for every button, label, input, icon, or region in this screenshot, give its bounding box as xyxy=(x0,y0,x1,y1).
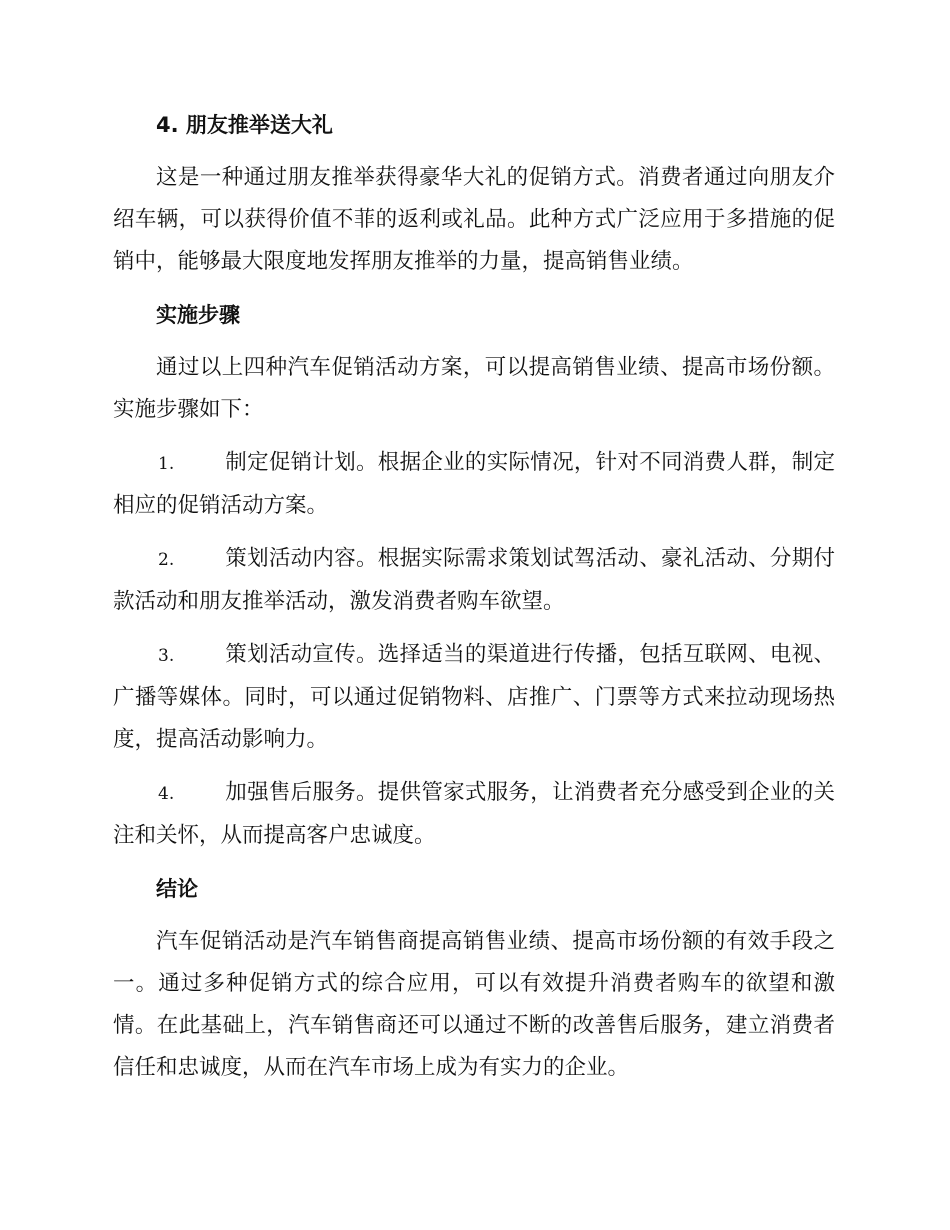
step-item-3 xyxy=(113,634,835,761)
step-text: 加强售后服务。提供管家式服务，让消费者充分感受到企业的关注和关怀，从而提高客户忠诚度。 xyxy=(113,780,835,848)
step-text: 策划活动内容。根据实际需求策划试驾活动、豪礼活动、分期付款活动和朋友推举活动，激发消费者购车欲望。 xyxy=(113,546,835,614)
section-heading-friend-referral: 4. 朋友推举送大礼 xyxy=(156,113,333,137)
section-heading-conclusion: 结论 xyxy=(156,877,198,901)
step-number: 1. xyxy=(158,454,175,474)
step-number: 4. xyxy=(158,784,175,804)
document-page xyxy=(113,104,835,1100)
step-number: 3. xyxy=(158,646,175,666)
section-heading-implementation-steps: 实施步骤 xyxy=(156,303,240,327)
step-item-4 xyxy=(113,772,835,857)
conclusion-paragraph: 汽车促销活动是汽车销售商提高销售业绩、提高市场份额的有效手段之一。通过多种促销方式的综合应用，可以有效提升消费者购车的欲望和激情。在此基础上，汽车销售商还可以通过不断的改善售后服务，建立消费者信任和忠诚度，从而在汽车市场上成为有实力的企业。 xyxy=(113,929,835,1080)
step-item-1 xyxy=(113,442,835,527)
section-paragraph-friend-referral: 这是一种通过朋友推举获得豪华大礼的促销方式。消费者通过向朋友介绍车辆，可以获得价值不菲的返利或礼品。此种方式广泛应用于多措施的促销中，能够最大限度地发挥朋友推举的力量，提高销售业绩。 xyxy=(113,165,835,274)
step-item-2 xyxy=(113,538,835,623)
steps-intro-paragraph: 通过以上四种汽车促销活动方案，可以提高销售业绩、提高市场份额。实施步骤如下： xyxy=(113,355,835,422)
step-text: 策划活动宣传。选择适当的渠道进行传播，包括互联网、电视、广播等媒体。同时，可以通过促销物料、店推广、门票等方式来拉动现场热度，提高活动影响力。 xyxy=(113,642,835,752)
step-number: 2. xyxy=(158,550,175,570)
step-text: 制定促销计划。根据企业的实际情况，针对不同消费人群，制定相应的促销活动方案。 xyxy=(113,450,835,518)
